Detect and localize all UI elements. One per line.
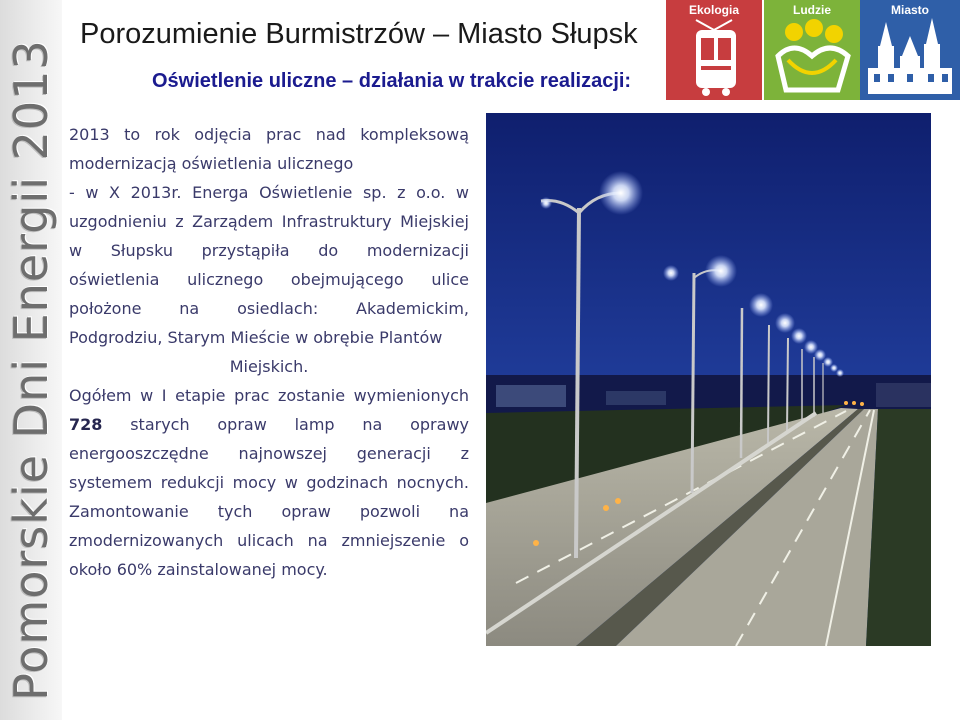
page-title: Porozumienie Burmistrzów – Miasto Słupsk (80, 18, 638, 50)
logo-ekologia (666, 0, 762, 100)
paragraph-summary (69, 381, 469, 584)
summary-end: starych opraw lamp na oprawy energooszczędne najnowszej generacji z systemem redukcji mocy w godzinach nocnych. Zamontowanie tych opraw pozwoli na zmodernizowanych ulicach na zmniejszenie o około 60% zainstalowanej mocy. (69, 415, 469, 579)
side-banner (0, 0, 62, 720)
road-night-image (486, 113, 931, 646)
paragraph-intro: 2013 to rok odjęcia prac nad kompleksową modernizacją oświetlenia ulicznego (69, 125, 469, 173)
paragraph-energa-end: Miejskich. (229, 357, 309, 376)
paragraph-energa: - w X 2013r. Energa Oświetlenie sp. z o.o. w uzgodnieniu z Zarządem Infrastruktury Miejskiej w Słupsku przystąpiła do modernizacji oświetlenia ulicznego obejmującego ulice położone na osiedlach: Akademickim, Podgrodziu, Starym Mieście w obrębie Plantów (69, 183, 469, 347)
body-text (69, 120, 469, 584)
logo-miasto-label: Miasto (890, 3, 929, 17)
lamp-count: 728 (69, 415, 103, 434)
logo-ekologia-label: Ekologia (688, 3, 739, 17)
logo-ludzie (764, 0, 860, 100)
section-subtitle: Oświetlenie uliczne – działania w trakcie realizacji: (152, 70, 632, 92)
summary-start: Ogółem w I etapie prac zostanie wymienionych (69, 386, 469, 405)
street-lighting-photo (486, 113, 931, 646)
side-banner-text: Pomorskie Dni Energii 2013 (4, 39, 58, 701)
logo-strip (666, 0, 960, 100)
people-icon (764, 16, 860, 100)
city-icon (860, 16, 960, 100)
logo-miasto (860, 0, 960, 100)
logo-ludzie-label: Ludzie (793, 3, 831, 17)
tram-icon (666, 16, 762, 100)
